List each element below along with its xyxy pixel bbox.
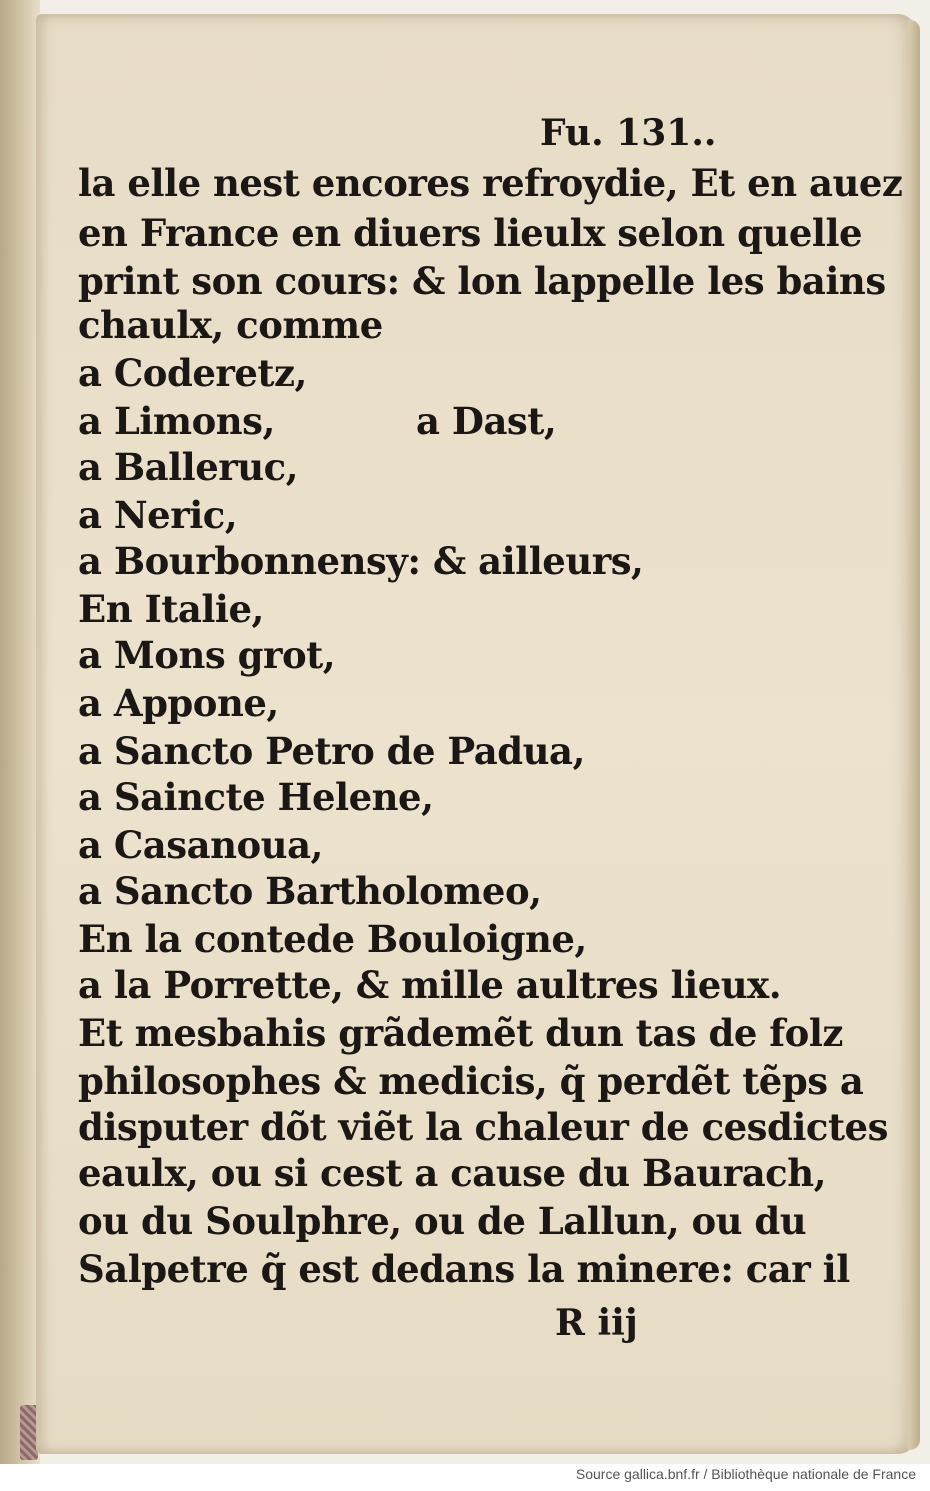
text-line: a la Porrette, & mille aultres lieux.	[78, 963, 782, 1007]
text-line: a Saincte Helene,	[78, 775, 434, 819]
text-line: a Sancto Petro de Padua,	[78, 729, 585, 773]
text-line: en France en diuers lieulx selon quelle	[78, 211, 863, 255]
signature-mark: R iij	[555, 1302, 638, 1344]
text-line: En Italie,	[78, 587, 264, 631]
text-line: En la contede Bouloigne,	[78, 917, 587, 961]
page-fore-edge	[908, 20, 920, 1450]
text-line: Salpetre q̃ est dedans la minere: car il	[78, 1247, 850, 1291]
text-line: a Balleruc,	[78, 445, 299, 489]
text-line: disputer dõt viẽt la chaleur de cesdictes	[78, 1105, 888, 1149]
text-line: a Casanoua,	[78, 823, 323, 867]
text-line: a Sancto Bartholomeo,	[78, 869, 542, 913]
text-line: a Appone,	[78, 681, 279, 725]
text-line: a Coderetz,	[78, 351, 307, 395]
text-line-second-column: a Dast,	[416, 399, 557, 443]
folio-number: Fu. 131..	[540, 112, 717, 154]
text-line: eaulx, ou si cest a cause du Baurach,	[78, 1151, 826, 1195]
text-line: a Mons grot,	[78, 633, 336, 677]
source-credit: Source gallica.bnf.fr / Bibliothèque nationale de France	[575, 1466, 916, 1482]
binding-edge	[0, 0, 40, 1464]
text-line: ou du Soulphre, ou de Lallun, ou du	[78, 1199, 807, 1243]
text-line: a Limons,	[78, 399, 275, 443]
text-line: a Bourbonnensy: & ailleurs,	[78, 539, 644, 583]
text-line: Et mesbahis grãdemẽt dun tas de folz	[78, 1011, 843, 1055]
text-line: print son cours: & lon lappelle les bains	[78, 259, 886, 303]
text-line: chaulx, comme	[78, 303, 383, 347]
text-line: a Neric,	[78, 493, 238, 537]
text-line: la elle nest encores refroydie, Et en auez	[78, 161, 903, 205]
text-line: philosophes & medicis, q̃ perdẽt tẽps a	[78, 1059, 864, 1103]
